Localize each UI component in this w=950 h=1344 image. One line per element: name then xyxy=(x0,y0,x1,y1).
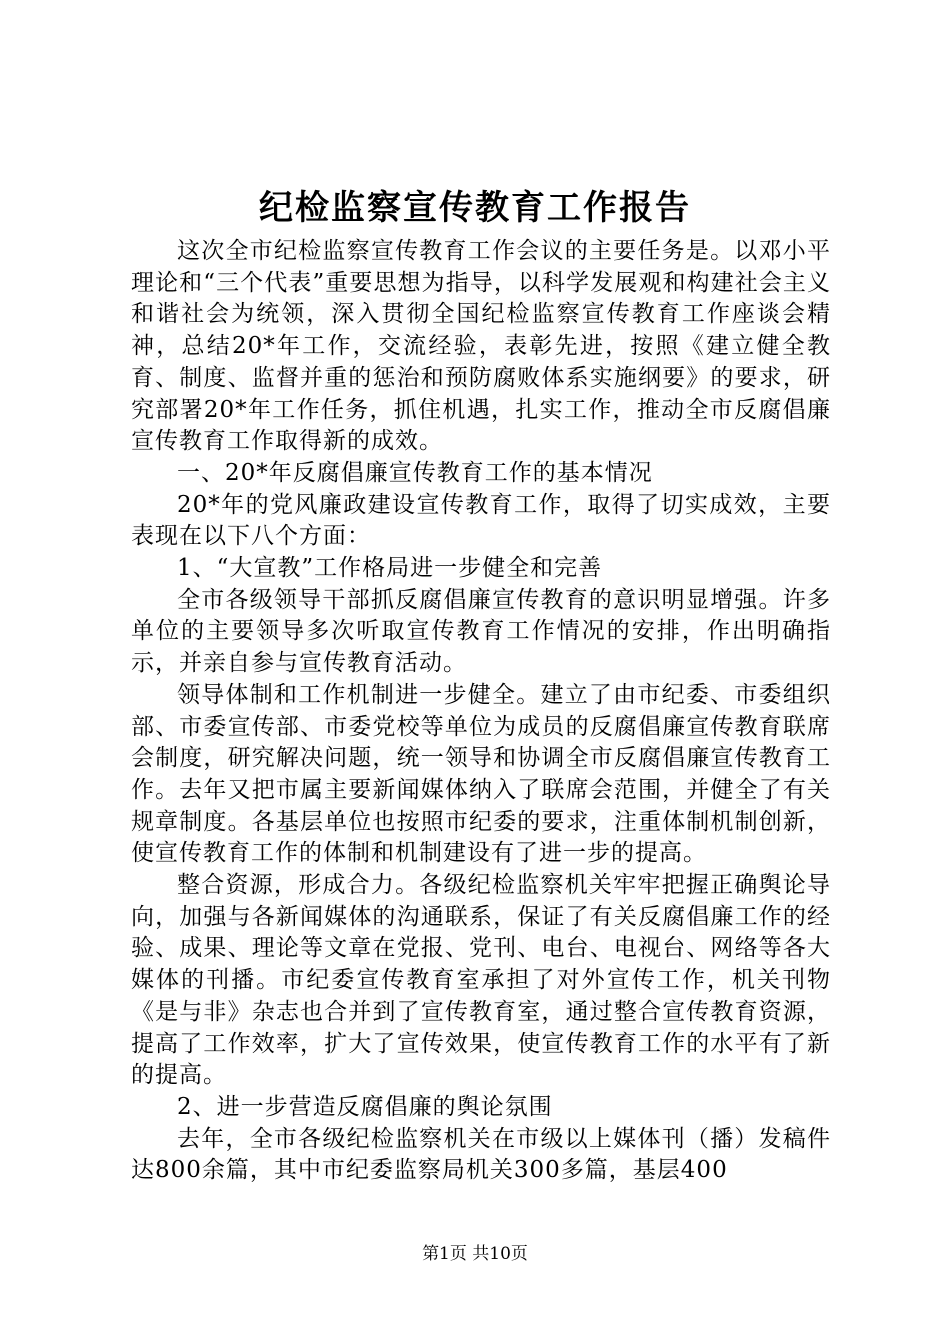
subsection-heading: 2、进一步营造反腐倡廉的舆论氛围 xyxy=(177,1093,553,1120)
document-title: 纪检监察宣传教育工作报告 xyxy=(259,188,691,228)
document-body xyxy=(131,236,831,1187)
paragraph: 去年，全市各级纪检监察机关在市级以上媒体刊（播）发稿件达800余篇，其中市纪委监察局机关300多篇，基层400 xyxy=(131,1125,831,1184)
paragraph: 领导体制和工作机制进一步健全。建立了由市纪委、市委组织部、市委宣传部、市委党校等单位为成员的反腐倡廉宣传教育联席会制度，研究解决问题，统一领导和协调全市反腐倡廉宣传教育工作。去年又把市属主要新闻媒体纳入了联席会范围，并健全了有关规章制度。各基层单位也按照市纪委的要求，注重体制机制创新，使宣传教育工作的体制和机制建设有了进一步的提高。 xyxy=(131,681,831,867)
paragraph: 全市各级领导干部抓反腐倡廉宣传教育的意识明显增强。许多单位的主要领导多次听取宣传教育工作情况的安排，作出明确指示，并亲自参与宣传教育活动。 xyxy=(131,586,831,677)
paragraph: 20*年的党风廉政建设宣传教育工作，取得了切实成效，主要表现在以下八个方面： xyxy=(131,491,831,550)
subsection-heading: 1、“大宣教”工作格局进一步健全和完善 xyxy=(177,555,603,582)
paragraph: 整合资源，形成合力。各级纪检监察机关牢牢把握正确舆论导向，加强与各新闻媒体的沟通联系，保证了有关反腐倡廉工作的经验、成果、理论等文章在党报、党刊、电台、电视台、网络等各大媒体的刊播。市纪委宣传教育室承担了对外宣传工作，机关刊物《是与非》杂志也合并到了宣传教育室，通过整合宣传教育资源，提高了工作效率，扩大了宣传效果，使宣传教育工作的水平有了新的提高。 xyxy=(131,872,831,1089)
page-footer xyxy=(0,1242,950,1266)
page-number-label: 第1页 共10页 xyxy=(422,1244,528,1264)
section-heading: 一、20*年反腐倡廉宣传教育工作的基本情况 xyxy=(177,459,653,486)
paragraph: 这次全市纪检监察宣传教育工作会议的主要任务是。以邓小平理论和“三个代表”重要思想为指导，以科学发展观和构建社会主义和谐社会为统领，深入贯彻全国纪检监察宣传教育工作座谈会精神，总结20*年工作，交流经验，表彰先进，按照《建立健全教育、制度、监督并重的惩治和预防腐败体系实施纲要》的要求，研究部署20*年工作任务，抓住机遇，扎实工作，推动全市反腐倡廉宣传教育工作取得新的成效。 xyxy=(131,238,831,455)
